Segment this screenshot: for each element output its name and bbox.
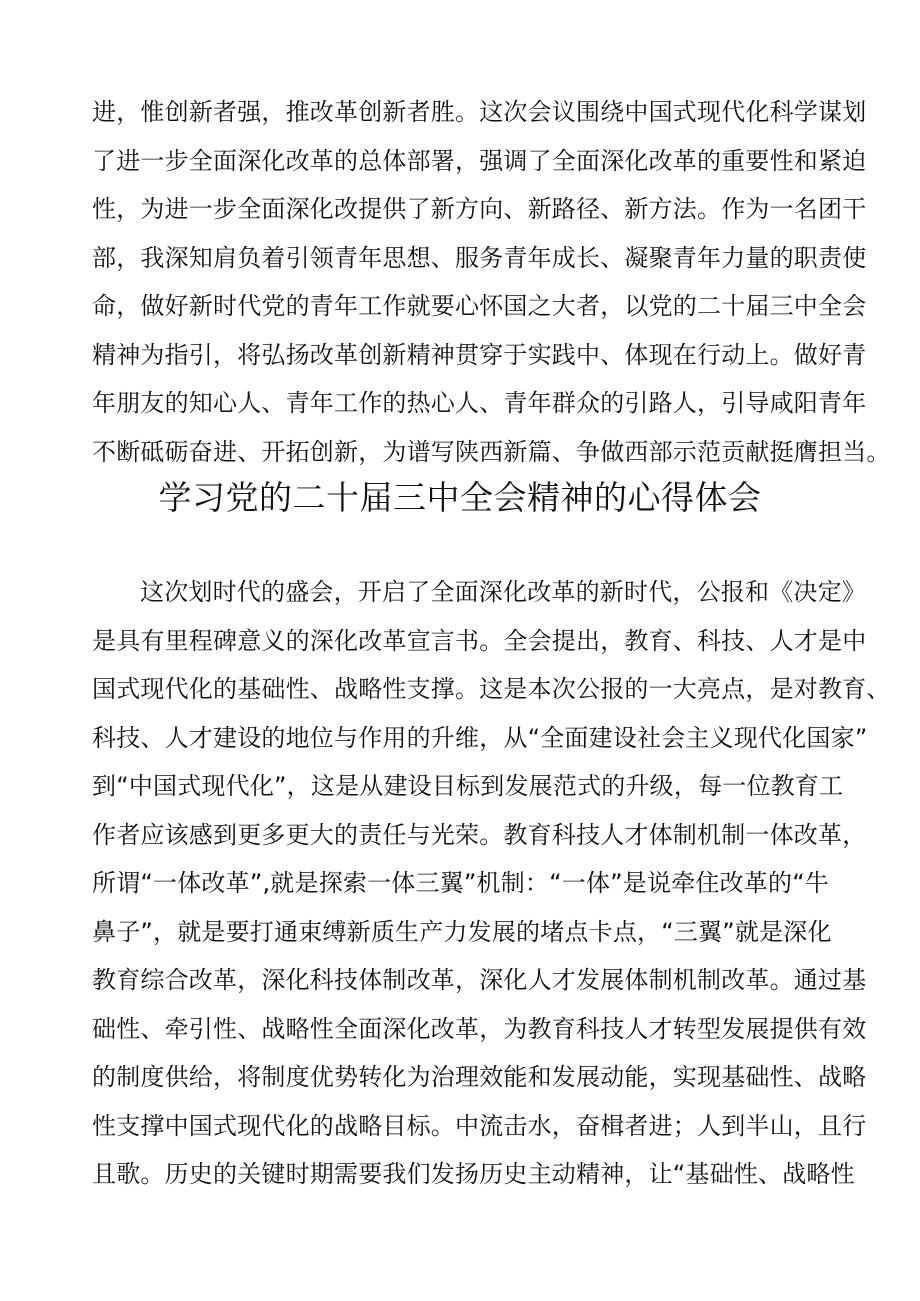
text-line: 科技、人才建设的地位与作用的升维，从“全面建设社会主义现代化国家” bbox=[92, 723, 868, 752]
text-line: 教育综合改革，深化科技体制改革，深化人才发展体制机制改革。通过基 bbox=[92, 966, 867, 994]
text-line: 础性、牵引性、战略性全面深化改革，为教育科技人才转型发展提供有效 bbox=[92, 1014, 867, 1043]
text-line: 鼻子”，就是要打通束缚新质生产力发展的堵点卡点，“三翼”就是深化 bbox=[92, 917, 832, 946]
text-line-first: 这次划时代的盛会，开启了全面深化改革的新时代，公报和《决定》 bbox=[140, 578, 866, 606]
text-line: 性，为进一步全面深化改提供了新方向、新路径、新方法。作为一名团干 bbox=[92, 195, 867, 223]
text-line: 年朋友的知心人、青年工作的热心人、青年群众的引路人，引导咸阳青年 bbox=[92, 389, 867, 417]
text-line: 进，惟创新者强，推改革创新者胜。这次会议围绕中国式现代化科学谋划 bbox=[92, 98, 867, 126]
text-line: 不断砥砺奋进、开拓创新，为谱写陕西新篇、争做西部示范贡献挺膺担当。 bbox=[92, 437, 891, 466]
text-line: 到“中国式现代化”，这是从建设目标到发展范式的升级，每一位教育工 bbox=[92, 772, 844, 800]
paragraph-body bbox=[92, 568, 891, 1199]
text-line: 国式现代化的基础性、战略性支撑。这是本次公报的一大亮点，是对教育、 bbox=[92, 675, 891, 703]
text-line: 且歌。历史的关键时期需要我们发扬历史主动精神，让“基础性、战略性 bbox=[92, 1160, 855, 1188]
text-line: 性支撑中国式现代化的战略目标。中流击水，奋楫者进；人到半山，且行 bbox=[92, 1111, 867, 1140]
section-title: 学习党的二十届三中全会精神的心得体会 bbox=[158, 478, 762, 517]
paragraph-continued bbox=[92, 88, 891, 476]
text-line: 部，我深知肩负着引领青年思想、服务青年成长、凝聚青年力量的职责使 bbox=[92, 243, 867, 272]
text-line: 作者应该感到更多更大的责任与光荣。教育科技人才体制机制一体改革， bbox=[92, 820, 867, 849]
text-line: 命，做好新时代党的青年工作就要心怀国之大者，以党的二十届三中全会 bbox=[92, 292, 867, 320]
text-line: 是具有里程碑意义的深化改革宣言书。全会提出，教育、科技、人才是中 bbox=[92, 626, 867, 655]
text-line: 所谓“一体改革”,就是探索一体三翼”机制：“一体”是说牵住改革的“牛 bbox=[92, 869, 830, 897]
text-line: 了进一步全面深化改革的总体部署，强调了全面深化改革的重要性和紧迫 bbox=[92, 146, 867, 175]
text-line: 的制度供给，将制度优势转化为治理效能和发展动能，实现基础性、战略 bbox=[92, 1063, 867, 1091]
text-line: 精神为指引，将弘扬改革创新精神贯穿于实践中、体现在行动上。做好青 bbox=[92, 340, 867, 369]
